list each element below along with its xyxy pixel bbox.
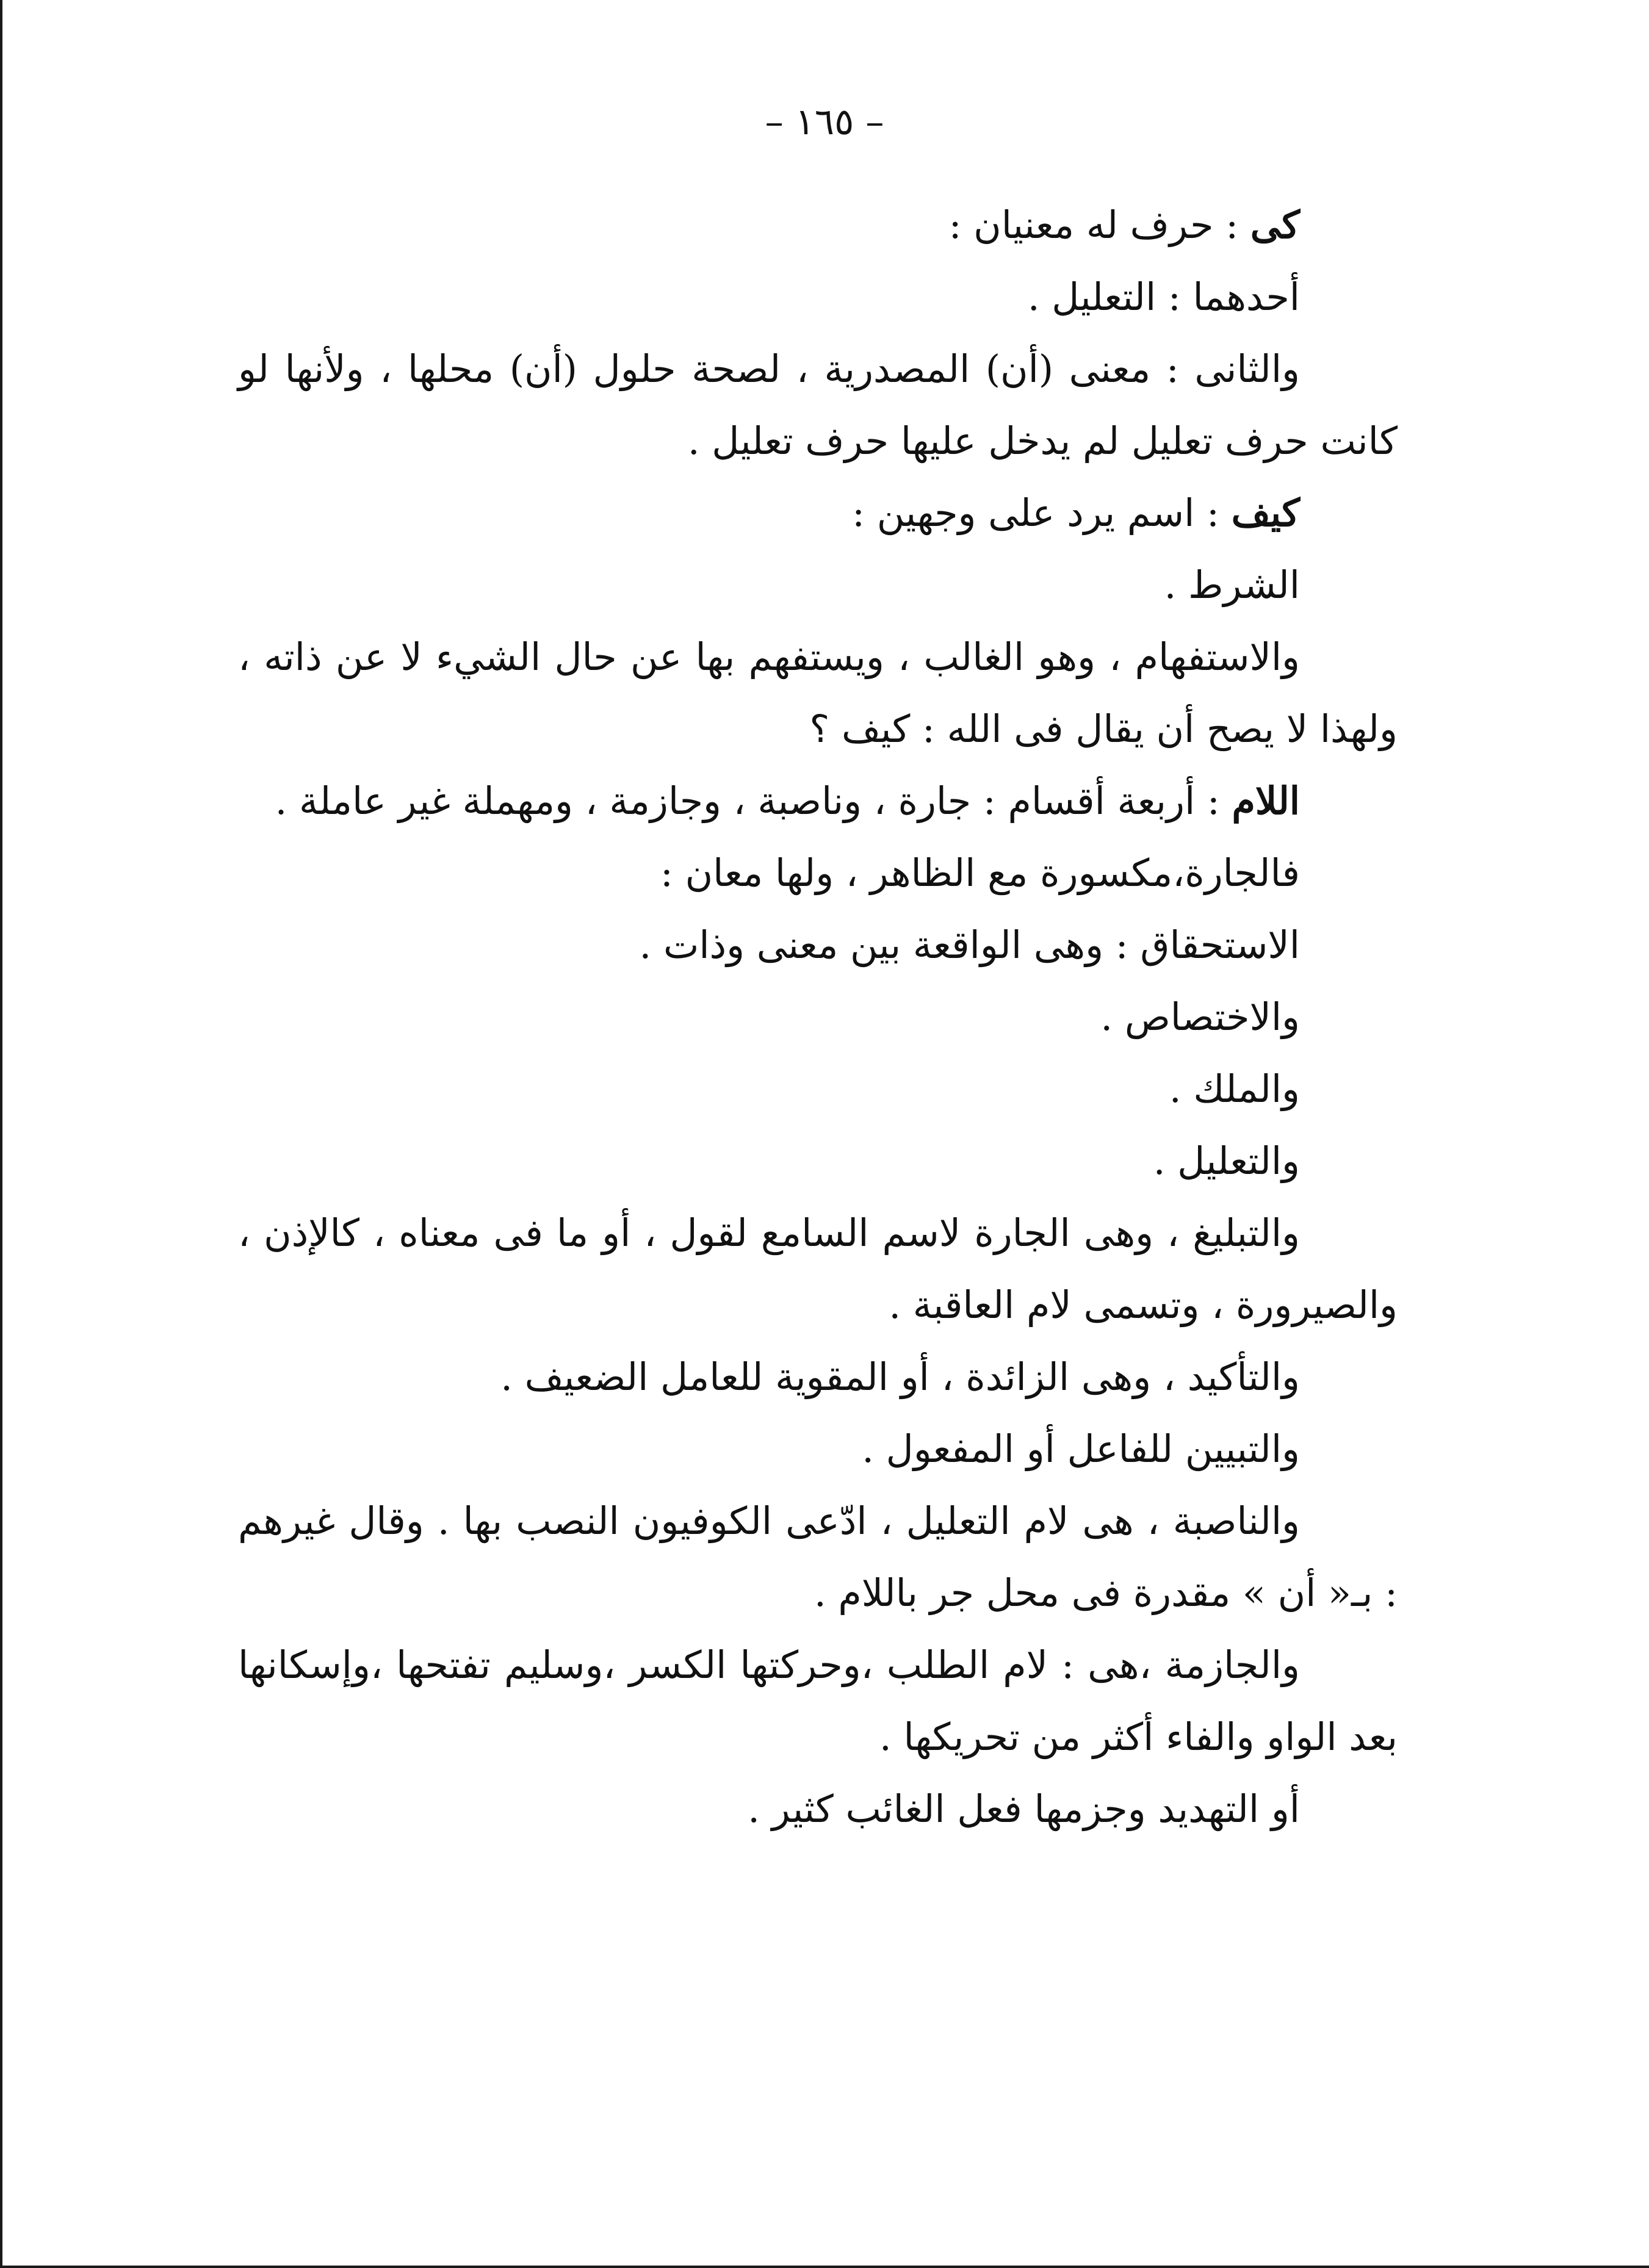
paragraph-text: والاختصاص . xyxy=(1100,995,1300,1039)
term-kayfa: كيف xyxy=(1231,491,1300,535)
paragraph-text: : اسم يرد على وجهين : xyxy=(852,491,1232,535)
page-number: – ١٦٥ – xyxy=(765,101,884,143)
paragraph xyxy=(238,1773,1398,1845)
paragraph-text: والجازمة ،هى : لام الطلب ،وحركتها الكسر ،وسليم تفتحها ،وإسكانها بعد الواو والفاء أكثر من تحريكها . xyxy=(238,1643,1398,1759)
paragraph-text: والناصبة ، هى لام التعليل ، ادّعى الكوفيون النصب بها . وقال غيرهم : بـ« أن » مقدرة فى محل جر باللام . xyxy=(238,1499,1398,1615)
paragraph xyxy=(238,1053,1398,1125)
paragraph xyxy=(238,333,1398,477)
paragraph-text: الشرط . xyxy=(1164,563,1300,607)
paragraph-text: والتعليل . xyxy=(1153,1139,1300,1183)
paragraph xyxy=(238,981,1398,1053)
paragraph-text: والتبيين للفاعل أو المفعول . xyxy=(862,1427,1300,1471)
term-kay: كى xyxy=(1250,203,1300,247)
page-body xyxy=(238,189,1398,1845)
term-lam: اللام xyxy=(1232,779,1300,823)
paragraph-kay xyxy=(238,189,1398,261)
paragraph-kayfa xyxy=(238,477,1398,549)
paragraph-text: أحدهما : التعليل . xyxy=(1027,275,1300,319)
paragraph-text: والملك . xyxy=(1169,1067,1300,1111)
paragraph-text: الاستحقاق : وهى الواقعة بين معنى وذات . xyxy=(639,923,1300,967)
paragraph-text: والاستفهام ، وهو الغالب ، ويستفهم بها عن حال الشيء لا عن ذاته ، ولهذا لا يصح أن يقال فى الله : كيف ؟ xyxy=(238,635,1398,751)
paragraph-text: : حرف له معنيان : xyxy=(948,203,1250,247)
paragraph xyxy=(238,261,1398,333)
paragraph-text: والتبليغ ، وهى الجارة لاسم السامع لقول ، أو ما فى معناه ، كالإذن ، والصيرورة ، وتسمى لام العاقبة . xyxy=(238,1211,1398,1327)
paragraph xyxy=(238,909,1398,981)
paragraph-text: والثانى : معنى (أن) المصدرية ، لصحة حلول (أن) محلها ، ولأنها لو كانت حرف تعليل لم يدخل عليها حرف تعليل . xyxy=(238,347,1398,463)
page-border-left xyxy=(0,0,2,2268)
paragraph xyxy=(238,1413,1398,1485)
paragraph-lam xyxy=(238,765,1398,837)
paragraph xyxy=(238,837,1398,909)
paragraph-text: فالجارة،مكسورة مع الظاهر ، ولها معان : xyxy=(660,851,1300,895)
paragraph xyxy=(238,1485,1398,1629)
paragraph xyxy=(238,1197,1398,1341)
paragraph xyxy=(238,621,1398,765)
paragraph-text: : أربعة أقسام : جارة ، وناصبة ، وجازمة ، ومهملة غير عاملة . xyxy=(275,779,1232,823)
paragraph xyxy=(238,1341,1398,1413)
paragraph-text: أو التهديد وجزمها فعل الغائب كثير . xyxy=(748,1787,1300,1831)
paragraph xyxy=(238,549,1398,621)
paragraph-text: والتأكيد ، وهى الزائدة ، أو المقوية للعامل الضعيف . xyxy=(500,1355,1300,1399)
paragraph xyxy=(238,1629,1398,1773)
paragraph xyxy=(238,1125,1398,1197)
page-border-bottom xyxy=(0,2266,1649,2268)
